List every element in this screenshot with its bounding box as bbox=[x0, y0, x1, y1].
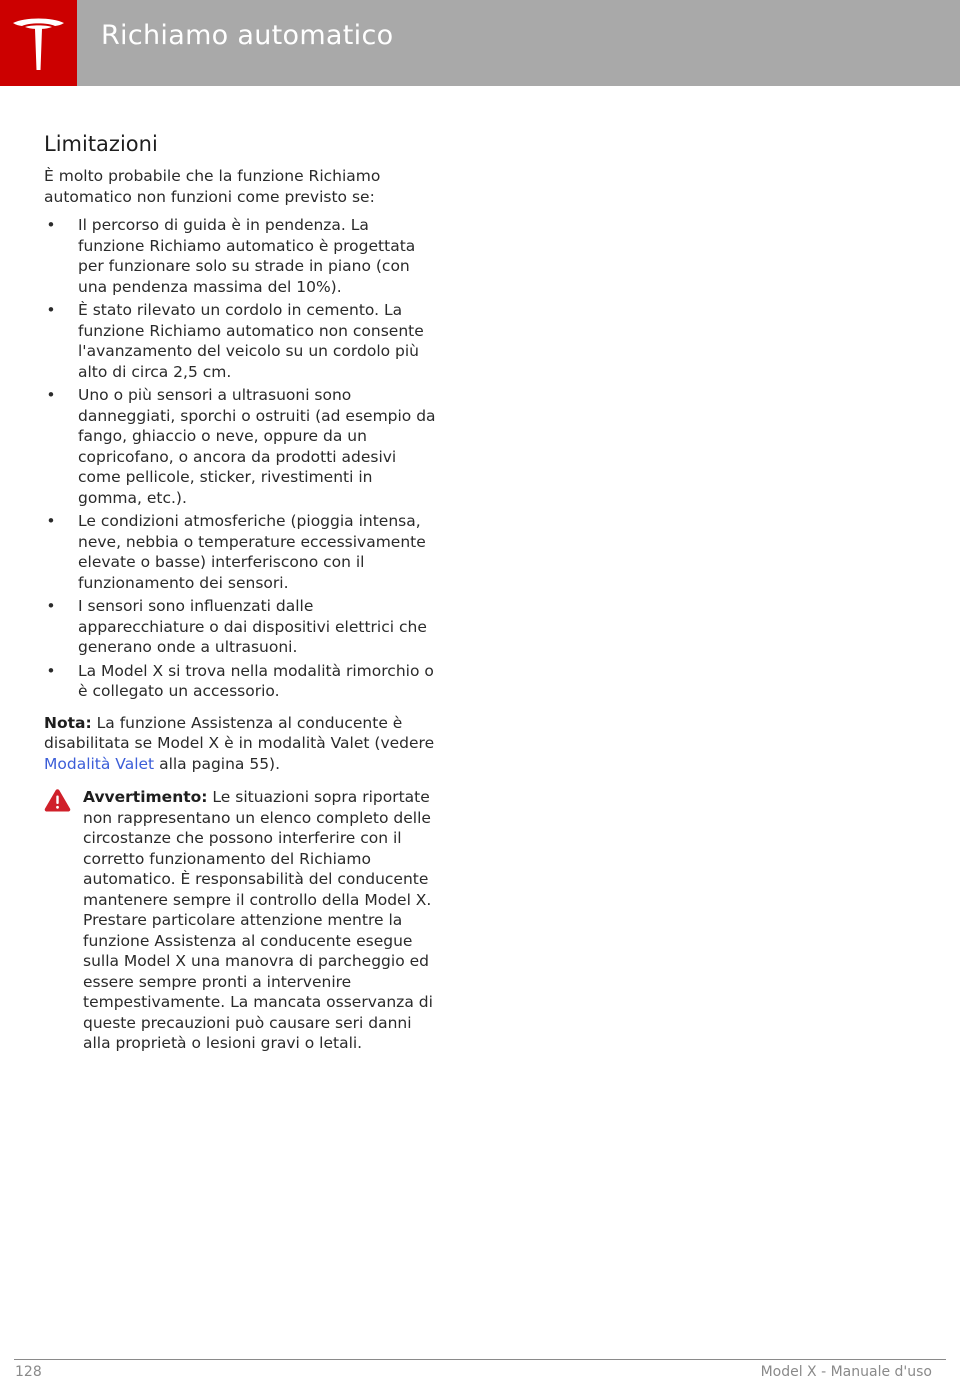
warning-label: Avvertimento: bbox=[83, 788, 208, 806]
page-header-title: Richiamo automatico bbox=[101, 20, 394, 51]
list-item bbox=[44, 300, 440, 382]
list-item-text: Uno o più sensori a ultrasuoni sono danneggiati, sporchi o ostruiti (ad esempio da fango, ghiaccio o neve, oppure da un copricofano, o ancora da prodotti adesivi come pellicole, sticker, rivestimenti in gomma, etc.). bbox=[78, 386, 436, 507]
bullet-icon: • bbox=[46, 597, 56, 615]
bullet-icon: • bbox=[46, 301, 56, 319]
list-item bbox=[44, 661, 440, 702]
note-paragraph bbox=[44, 713, 440, 775]
footer-document-title: Model X - Manuale d'uso bbox=[760, 1364, 932, 1380]
warning-triangle-icon bbox=[44, 788, 71, 812]
list-item-text: La Model X si trova nella modalità rimorchio o è collegato un accessorio. bbox=[78, 661, 434, 700]
list-item-text: Le condizioni atmosferiche (pioggia intensa, neve, nebbia o temperature eccessivamente elevate o basse) interferiscono con il funzionamento dei sensori. bbox=[78, 512, 426, 592]
limitations-list bbox=[44, 215, 440, 702]
warning-body: Le situazioni sopra riportate non rappresentano un elenco completo delle circostanze che possono interferire con il corretto funzionamento del Richiamo automatico. È responsabilità del conducente mantenere sempre il controllo della Model X. Prestare particolare attenzione mentre la funzione Assistenza al conducente esegue sulla Model X una manovra di parcheggio ed essere sempre pronti a intervenire tempestivamente. La mancata osservanza di queste precauzioni può causare seri danni alla proprietà o lesioni gravi o letali. bbox=[83, 788, 433, 1052]
warning-block bbox=[44, 787, 440, 1054]
valet-mode-link[interactable]: Modalità Valet bbox=[44, 754, 155, 773]
page-number: 128 bbox=[15, 1364, 42, 1380]
page-header bbox=[0, 0, 960, 86]
list-item-text: È stato rilevato un cordolo in cemento. La funzione Richiamo automatico non consente l'avanzamento del veicolo su un cordolo più alto di circa 2,5 cm. bbox=[78, 301, 424, 381]
note-label: Nota: bbox=[44, 713, 92, 732]
bullet-icon: • bbox=[46, 661, 56, 680]
section-title: Limitazioni bbox=[44, 132, 158, 156]
list-item-text: I sensori sono influenzati dalle apparecchiature o dai dispositivi elettrici che generano onde a ultrasuoni. bbox=[78, 597, 427, 656]
note-text-after: alla pagina 55). bbox=[154, 754, 281, 773]
list-item bbox=[44, 215, 440, 297]
list-item bbox=[44, 511, 440, 593]
footer-divider bbox=[14, 1359, 946, 1360]
bullet-icon: • bbox=[46, 512, 56, 530]
list-item-text: Il percorso di guida è in pendenza. La funzione Richiamo automatico è progettata per funzionare solo su strade in piano (con una pendenza massima del 10%). bbox=[78, 216, 416, 296]
warning-text bbox=[83, 787, 440, 1054]
brand-logo-box bbox=[0, 0, 77, 86]
list-item bbox=[44, 385, 440, 508]
tesla-logo-icon bbox=[11, 15, 66, 71]
note-text-before: La funzione Assistenza al conducente è disabilitata se Model X è in modalità Valet (vedere bbox=[44, 713, 435, 752]
main-content bbox=[44, 130, 440, 1054]
intro-paragraph: È molto probabile che la funzione Richiamo automatico non funzioni come previsto se: bbox=[44, 167, 381, 206]
bullet-icon: • bbox=[46, 386, 56, 404]
bullet-icon: • bbox=[46, 216, 56, 234]
list-item bbox=[44, 596, 440, 658]
